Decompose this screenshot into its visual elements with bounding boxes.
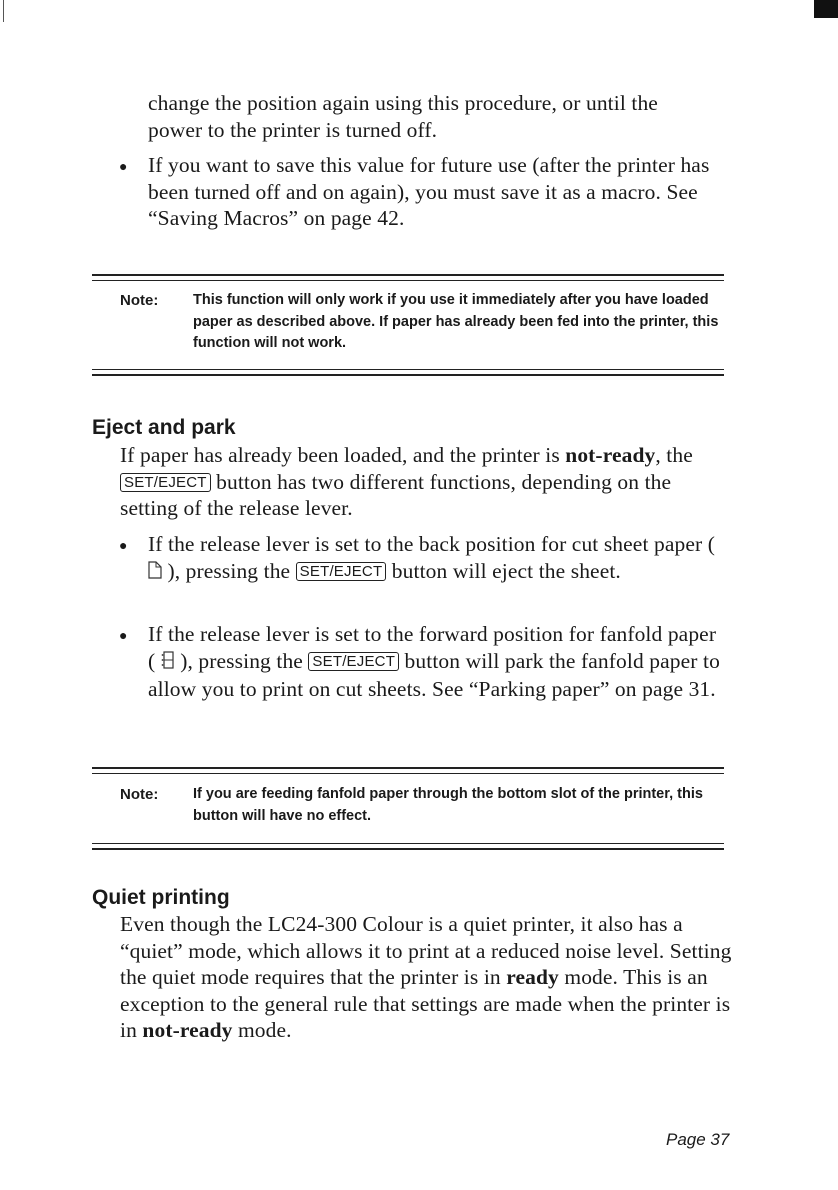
bullet-text: ), pressing the [174, 648, 309, 673]
set-eject-key: SET/EJECT [308, 652, 399, 671]
eject-text: , the [655, 443, 693, 467]
note-label: Note: [120, 786, 159, 803]
note-text: If you are feeding fanfold paper through the bottom slot of the printer, this button will have no effect. [193, 786, 703, 824]
note-label: Note: [120, 292, 159, 309]
quiet-paragraph [120, 911, 732, 1044]
eject-text: If paper has already been loaded, and the printer is [120, 443, 566, 467]
intro-continuation: change the position again using this procedure, or until the power to the printer is turned off. [148, 91, 658, 142]
bullet-fanfold [148, 621, 728, 703]
bullet-dot: ● [119, 160, 128, 175]
bullet-text: ), pressing the [162, 558, 296, 583]
eject-paragraph [120, 442, 732, 522]
bullet-save-macro: If you want to save this value for future use (after the printer has been turned off and on again), you must save it as a macro. See “Saving Macros” on page 42. [148, 153, 710, 230]
cut-sheet-paper-icon [148, 560, 162, 587]
note-rule-top [92, 767, 724, 769]
quiet-text: Even though the LC24-300 Colour is a quiet printer, it also has a “quiet” mode, which allows it to print at a reduced noise level. Setting the quiet mode requires that the printer is in [120, 912, 732, 989]
scan-edge-line [3, 0, 4, 22]
eject-text: button has two different functions, depending on the setting of the release lever. [120, 469, 672, 520]
bold-ready: ready [506, 965, 559, 989]
note-rule-bottom [92, 848, 724, 850]
bullet-text: button will park the fanfold paper to allow you to print on cut sheets. See “Parking paper” on page 31. [148, 648, 720, 701]
section-heading-eject: Eject and park [92, 416, 236, 439]
note-rule-bottom-thin [92, 843, 724, 844]
note-rule-top-thin [92, 280, 724, 281]
bold-not-ready: not-ready [565, 443, 656, 467]
set-eject-key: SET/EJECT [296, 562, 387, 581]
bold-not-ready: not-ready [142, 1018, 233, 1042]
quiet-text: mode. [232, 1018, 292, 1042]
note-text: This function will only work if you use it immediately after you have loaded paper as described above. If paper has already been fed into the printer, this function will not work. [193, 292, 719, 351]
corner-registration-mark [814, 0, 838, 18]
page-number: Page 37 [666, 1130, 730, 1149]
bullet-dot: ● [119, 539, 128, 554]
bullet-text: button will eject the sheet. [386, 558, 621, 583]
note-rule-top-thin [92, 773, 724, 774]
bullet-dot: ● [119, 629, 128, 644]
bullet-text: If the release lever is set to the forward position for fanfold paper ( [148, 622, 717, 673]
quiet-text: mode. This is an exception to the general rule that settings are made when the printer is in [120, 965, 731, 1042]
bullet-cut-sheet [148, 531, 728, 586]
bullet-text: If the release lever is set to the back position for cut sheet paper ( [148, 532, 715, 556]
note-rule-bottom-thin [92, 369, 724, 370]
set-eject-key: SET/EJECT [120, 473, 211, 492]
section-heading-quiet: Quiet printing [92, 886, 230, 909]
fanfold-paper-icon [161, 650, 175, 677]
note-rule-bottom [92, 374, 724, 376]
note-rule-top [92, 274, 724, 276]
